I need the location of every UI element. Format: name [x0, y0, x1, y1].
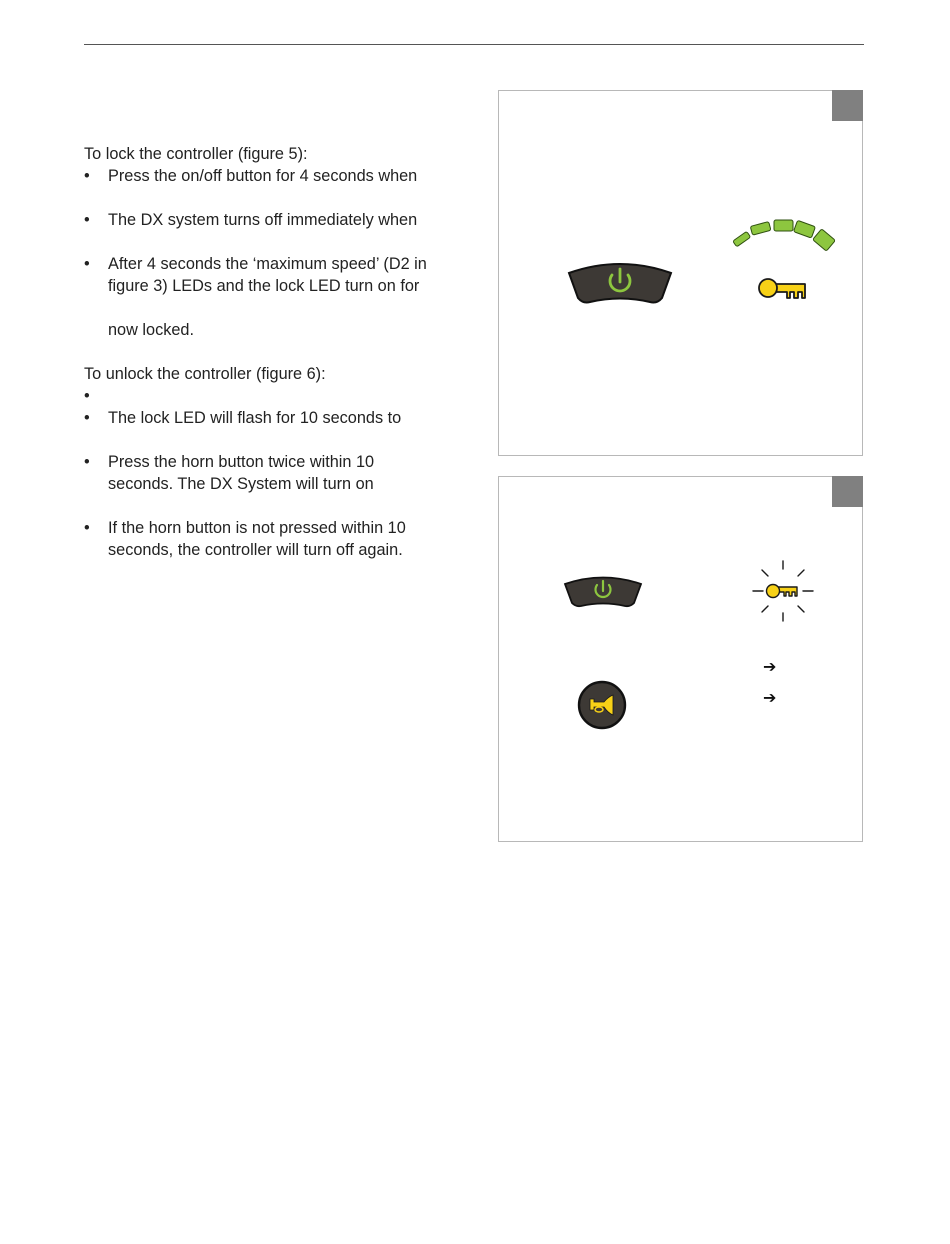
- right-arrow-icon: ➔: [763, 657, 777, 676]
- bullet-text-line: After 4 seconds the ‘maximum speed’ (D2 in: [108, 255, 427, 273]
- bullet-marker: •: [84, 519, 90, 537]
- figure-6-tab: [832, 476, 863, 507]
- list-item: [84, 165, 464, 187]
- header-rule: [84, 44, 864, 45]
- bullet-text-line: If the horn button is not pressed within 10: [108, 519, 406, 537]
- bullet-text-line: [108, 297, 464, 319]
- list-item: [84, 407, 464, 429]
- speed-led-bar-icon: [731, 217, 841, 253]
- bullet-text-line: seconds. The DX System will turn on: [108, 475, 374, 493]
- bullet-text-line: Press the horn button twice within 10: [108, 453, 375, 471]
- paragraph-gap: [84, 231, 464, 253]
- key-icon: [757, 276, 807, 302]
- right-arrow-icon: ➔: [763, 688, 777, 707]
- lock-intro: To lock the controller (figure 5):: [84, 145, 308, 163]
- list-item: [84, 253, 464, 341]
- bullet-text-line: The lock LED will flash for 10 seconds to: [108, 409, 402, 427]
- figure-5-panel: [498, 90, 863, 456]
- list-item: [84, 385, 464, 407]
- bullet-marker: •: [84, 167, 90, 185]
- bullet-marker: •: [84, 255, 90, 273]
- bullet-text-line: figure 3) LEDs and the lock LED turn on for: [108, 277, 420, 295]
- list-item: [84, 517, 464, 561]
- flashing-key-icon: [751, 559, 815, 623]
- list-item: [84, 451, 464, 495]
- unlock-bullet-list: [84, 385, 464, 561]
- bullet-text-line: now locked.: [108, 321, 194, 339]
- bullet-text-line: Press the on/off button for 4 seconds when: [108, 167, 418, 185]
- bullet-text-line: The DX system turns off immediately when: [108, 211, 418, 229]
- paragraph-gap: [84, 495, 464, 517]
- power-button-icon: [562, 574, 644, 610]
- lock-bullet-list: [84, 165, 464, 363]
- paragraph-gap: [84, 341, 464, 363]
- bullet-marker: •: [84, 409, 90, 427]
- list-item: [84, 209, 464, 231]
- bullet-text-line: seconds, the controller will turn off again.: [108, 541, 403, 559]
- horn-button-icon: [577, 680, 627, 730]
- bullet-text-line: [108, 385, 464, 407]
- unlock-intro: To unlock the controller (figure 6):: [84, 365, 326, 383]
- figure-6-panel: [498, 476, 863, 842]
- bullet-marker: •: [84, 453, 90, 471]
- power-button-icon: [565, 259, 675, 307]
- paragraph-gap: [84, 187, 464, 209]
- instructions-column: [84, 143, 464, 561]
- paragraph-gap: [84, 429, 464, 451]
- bullet-marker: •: [84, 387, 90, 405]
- bullet-marker: •: [84, 211, 90, 229]
- figure-5-tab: [832, 90, 863, 121]
